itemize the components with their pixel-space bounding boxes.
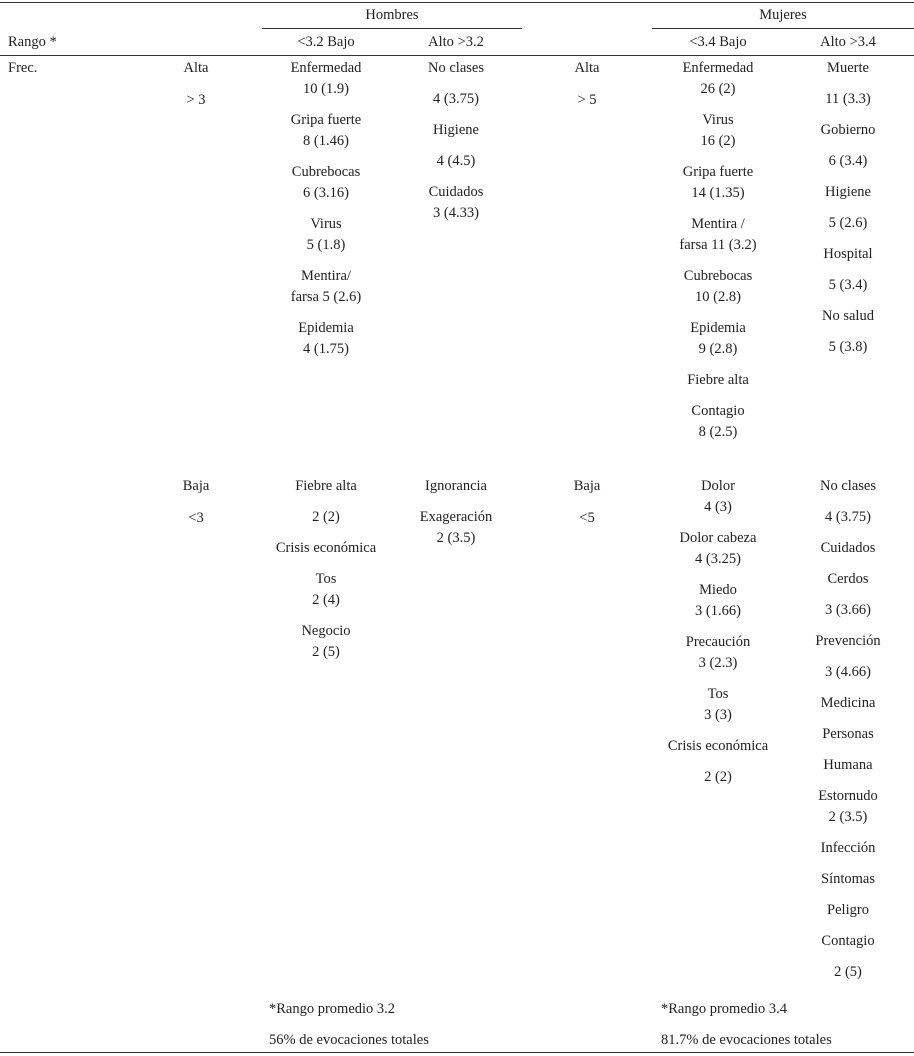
term-value: 2 (5) <box>834 964 862 980</box>
mujeres-evocaciones-note: 81.7% de evocaciones totales <box>661 1032 832 1048</box>
term-label: Tos <box>315 571 337 587</box>
term-label: Exageración <box>419 509 493 525</box>
mujeres-alta-threshold: > 5 <box>577 92 597 108</box>
term-value: 6 (3.16) <box>303 185 349 201</box>
term-label: Muerte <box>827 60 869 76</box>
term-value: 8 (1.46) <box>303 133 349 149</box>
term-value: 10 (1.9) <box>303 81 349 97</box>
term-label: Estornudo <box>818 788 878 804</box>
term-label: Gripa fuerte <box>290 112 362 128</box>
term-value: 8 (2.5) <box>698 424 738 440</box>
term-value: 3 (3.66) <box>825 602 871 618</box>
term-value: 11 (3.3) <box>825 91 871 107</box>
mujeres-baja-label: Baja <box>573 478 601 494</box>
table-top-rule <box>0 2 914 3</box>
term-value: 4 (3.75) <box>433 91 479 107</box>
term-value: 9 (2.8) <box>698 341 738 357</box>
term-label: Cuidados <box>820 540 876 556</box>
term-label: Enfermedad <box>290 60 362 76</box>
term-label: Medicina <box>820 695 876 711</box>
term-label: Peligro <box>827 902 869 918</box>
term-value: 3 (1.66) <box>695 603 741 619</box>
term-value: 5 (1.8) <box>306 237 346 253</box>
mujeres-alta-alto-cell <box>821 58 876 358</box>
term-value: 4 (3.25) <box>695 551 741 567</box>
term-label: Virus <box>310 216 342 232</box>
hombres-alto-header: Alto >3.2 <box>428 34 484 50</box>
mujeres-rango-note: *Rango promedio 3.4 <box>661 1001 788 1017</box>
term-label: Humana <box>823 757 873 773</box>
term-value: 5 (3.4) <box>828 277 868 293</box>
term-value: 4 (3) <box>704 499 732 515</box>
term-value: 4 (4.5) <box>436 153 476 169</box>
term-label: Fiebre alta <box>687 372 749 388</box>
header-bottom-rule <box>0 55 914 56</box>
term-label: Gobierno <box>820 122 876 138</box>
term-label: Cerdos <box>827 571 869 587</box>
term-label: Cubrebocas <box>683 268 753 284</box>
term-label: Hospital <box>823 246 873 262</box>
hombres-baja-label: Baja <box>182 478 210 494</box>
term-value: 2 (2) <box>704 769 732 785</box>
hombres-header-rule <box>262 28 522 29</box>
term-label: Síntomas <box>821 871 875 887</box>
term-value: farsa 5 (2.6) <box>290 289 362 305</box>
mujeres-bajo-header: <3.4 Bajo <box>689 34 747 50</box>
term-label: Personas <box>822 726 874 742</box>
term-label: Mentira/ <box>301 268 351 284</box>
term-value: 3 (3) <box>704 707 732 723</box>
hombres-baja-threshold: <3 <box>188 510 204 526</box>
term-label: Dolor cabeza <box>679 530 757 546</box>
term-label: Dolor <box>701 478 735 494</box>
mujeres-baja-bajo-cell <box>668 476 768 788</box>
term-value: 2 (3.5) <box>828 809 868 825</box>
term-value: 3 (4.33) <box>433 205 479 221</box>
term-value: 2 (2) <box>312 509 340 525</box>
term-value: 10 (2.8) <box>695 289 741 305</box>
term-value: 3 (4.66) <box>825 664 871 680</box>
mujeres-alta-label: Alta <box>574 60 600 76</box>
term-value: 4 (3.75) <box>825 509 871 525</box>
term-value: 4 (1.75) <box>303 341 349 357</box>
term-value: 2 (3.5) <box>436 530 476 546</box>
term-value: 2 (4) <box>312 592 340 608</box>
term-value: 14 (1.35) <box>691 185 745 201</box>
term-label: Cuidados <box>428 184 484 200</box>
mujeres-baja-alto-cell <box>815 476 880 983</box>
term-value: 2 (5) <box>312 644 340 660</box>
term-label: Contagio <box>821 933 875 949</box>
term-value: 6 (3.4) <box>828 153 868 169</box>
term-label: Enfermedad <box>682 60 754 76</box>
hombres-alta-alto-cell <box>428 58 484 224</box>
term-label: Higiene <box>433 122 479 138</box>
term-value: 3 (2.3) <box>698 655 738 671</box>
hombres-evocaciones-note: 56% de evocaciones totales <box>269 1032 429 1048</box>
term-label: Crisis económica <box>275 540 377 556</box>
hombres-alta-threshold: > 3 <box>186 92 206 108</box>
table-bottom-rule <box>0 1052 914 1053</box>
term-value: 5 (2.6) <box>828 215 868 231</box>
hombres-alta-bajo-cell <box>291 58 362 360</box>
hombres-alta-label: Alta <box>183 60 209 76</box>
term-label: No clases <box>428 60 484 76</box>
hombres-rango-note: *Rango promedio 3.2 <box>269 1001 396 1017</box>
term-label: Tos <box>707 686 729 702</box>
term-label: Ignorancia <box>425 478 487 494</box>
rango-header: Rango * <box>8 34 57 50</box>
mujeres-header-rule <box>652 28 914 29</box>
hombres-baja-alto-cell <box>420 476 492 549</box>
term-label: Negocio <box>301 623 351 639</box>
term-label: Epidemia <box>690 320 746 336</box>
mujeres-alta-bajo-cell <box>679 58 756 443</box>
hombres-bajo-header: <3.2 Bajo <box>297 34 355 50</box>
term-label: Prevención <box>815 633 881 649</box>
term-label: Gripa fuerte <box>682 164 754 180</box>
frec-label: Frec. <box>8 60 38 76</box>
term-value: farsa 11 (3.2) <box>679 237 757 253</box>
term-label: Infección <box>820 840 876 856</box>
term-label: Epidemia <box>298 320 354 336</box>
term-label: Mentira / <box>691 216 745 232</box>
term-label: Cubrebocas <box>291 164 361 180</box>
mujeres-alto-header: Alto >3.4 <box>820 34 876 50</box>
term-label: Higiene <box>825 184 871 200</box>
term-value: 16 (2) <box>700 133 736 149</box>
term-label: No clases <box>820 478 876 494</box>
term-label: Precaución <box>685 634 751 650</box>
mujeres-baja-threshold: <5 <box>579 510 595 526</box>
term-label: Fiebre alta <box>295 478 357 494</box>
term-label: Crisis económica <box>667 738 769 754</box>
term-value: 5 (3.8) <box>828 339 868 355</box>
mujeres-header: Mujeres <box>759 7 807 23</box>
hombres-baja-bajo-cell <box>276 476 376 663</box>
term-value: 26 (2) <box>700 81 736 97</box>
term-label: Virus <box>702 112 734 128</box>
term-label: Contagio <box>691 403 745 419</box>
hombres-header: Hombres <box>365 7 419 23</box>
term-label: Miedo <box>699 582 737 598</box>
term-label: No salud <box>822 308 874 324</box>
